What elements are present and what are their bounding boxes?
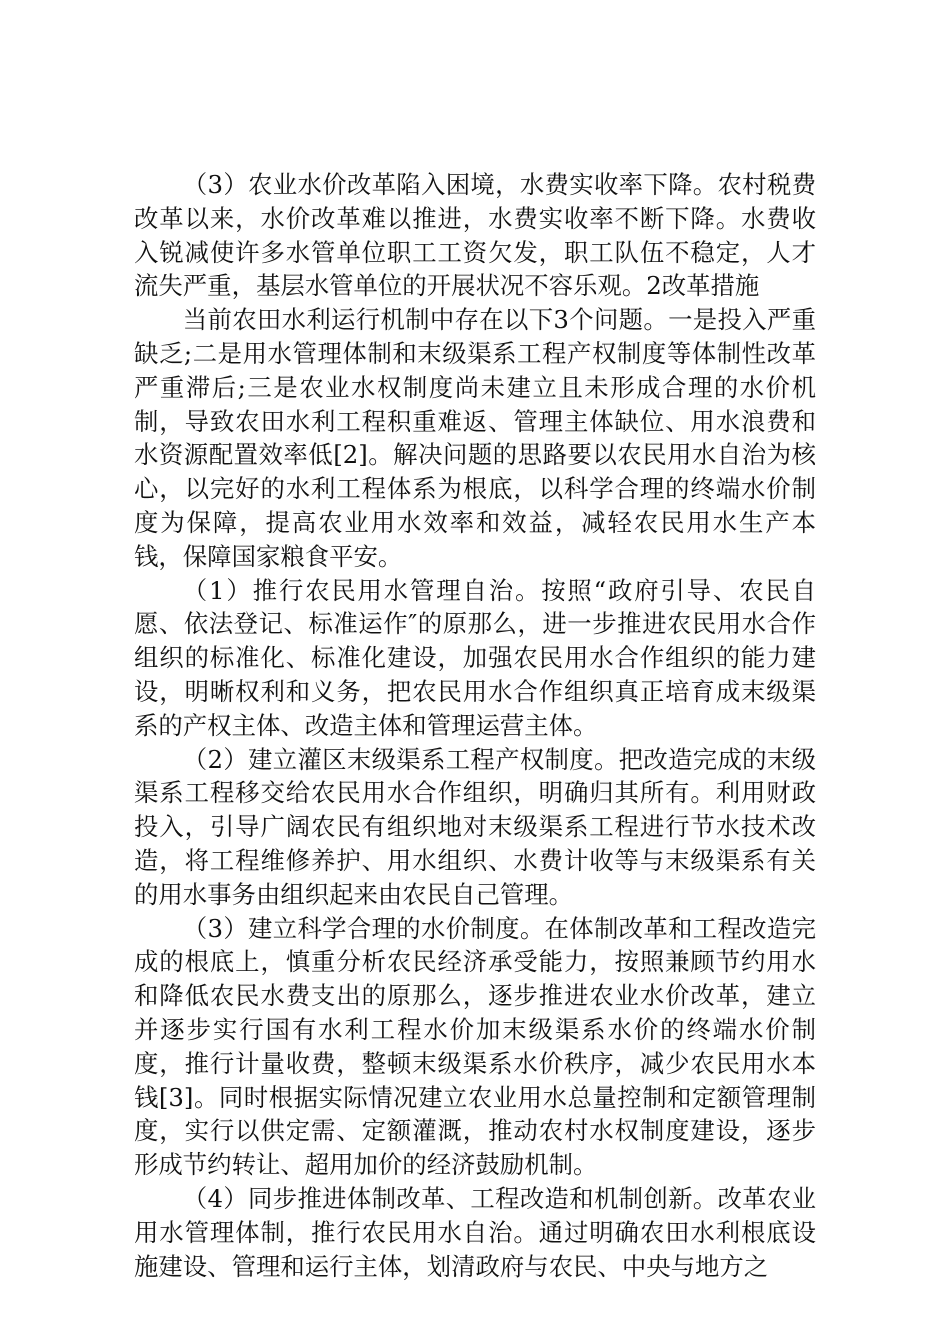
paragraph-property-rights: （2）建立灌区末级渠系工程产权制度。把改造完成的末级渠系工程移交给农民用水合作组织，明确归其所有。利用财政投入，引导广阔农民有组织地对末级渠系工程进行节水技术改造，将工程维修养护、用水组织、水费计收等与末级渠系有关的用水事务由组织起来由农民自己管理。 [134,744,816,909]
paragraph-self-governance: （1）推行农民用水管理自治。按照“政府引导、农民自愿、依法登记、标准运作″的原那么，进一步推进农民用水合作组织的标准化、标准化建设，加强农民用水合作组织的能力建设，明晰权利和义务，把农民用水合作组织真正培育成末级渠系的产权主体、改造主体和管理运营主体。 [134,575,816,740]
paragraph-water-price-difficulty: （3）农业水价改革陷入困境，水费实收率下降。农村税费改革以来，水价改革难以推进，水费实收率不断下降。水费收入锐减使许多水管单位职工工资欠发，职工队伍不稳定，人才流失严重，基层水管单位的开展状况不容乐观。2改革措施 [134,170,816,301]
paragraph-water-price-system: （3）建立科学合理的水价制度。在体制改革和工程改造完成的根底上，慎重分析农民经济承受能力，按照兼顾节约用水和降低农民水费支出的原那么，逐步推进农业水价改革，建立并逐步实行国有水利工程水价加末级渠系水价的终端水价制度，推行计量收费，整顿末级渠系水价秩序，减少农民用水本钱[3]。同时根据实际情况建立农业用水总量控制和定额管理制度，实行以供定需、定额灌溉，推动农村水权制度建设，逐步形成节约转让、超用加价的经济鼓励机制。 [134,913,816,1180]
document-body [134,168,816,1283]
paragraph-synchronous-reform: （4）同步推进体制改革、工程改造和机制创新。改革农业用水管理体制，推行农民用水自治。通过明确农田水利根底设施建设、管理和运行主体，划清政府与农民、中央与地方之 [134,1183,816,1281]
paragraph-current-problems: 当前农田水利运行机制中存在以下3个问题。一是投入严重缺乏;二是用水管理体制和末级渠系工程产权制度等体制性改革严重滞后;三是农业水权制度尚未建立且未形成合理的水价机制，导致农田水利工程积重难返、管理主体缺位、用水浪费和水资源配置效率低[2]。解决问题的思路要以农民用水自治为核心，以完好的水利工程体系为根底，以科学合理的终端水价制度为保障，提高农业用水效率和效益，减轻农民用水生产本钱，保障国家粮食平安。 [134,305,816,571]
